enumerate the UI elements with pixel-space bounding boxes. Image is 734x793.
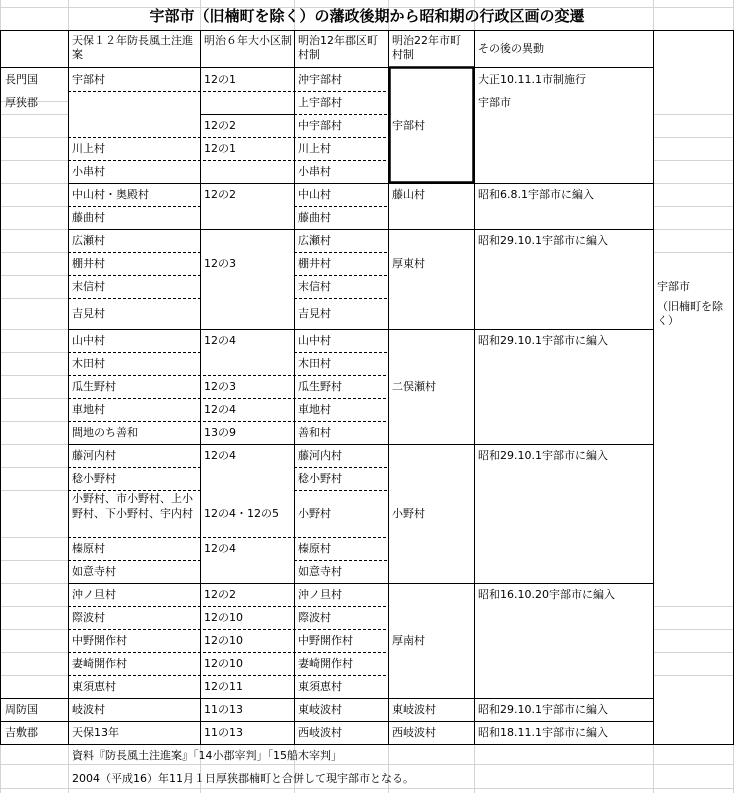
meiji22-village: 西岐波村 <box>392 726 436 739</box>
meiji12-village: 中山村 <box>298 188 331 201</box>
final-city: 宇部市 <box>657 280 690 293</box>
meiji6-district: 13の9 <box>204 426 236 439</box>
tenpo-village: 棚井村 <box>72 257 105 270</box>
later-change: 昭和29.10.1宇部市に編入 <box>478 703 608 716</box>
meiji12-village: 中宇部村 <box>298 119 342 132</box>
meiji12-village: 瓜生野村 <box>298 380 342 393</box>
meiji12-village: 西岐波村 <box>298 726 342 739</box>
meiji6-district: 12の1 <box>204 142 236 155</box>
header-meiji12: 明治12年郡区町村制 <box>298 34 378 61</box>
meiji12-village: 中野開作村 <box>298 634 353 647</box>
tenpo-village: 榛原村 <box>72 542 105 555</box>
meiji12-village: 沖宇部村 <box>298 73 342 86</box>
later-change: 宇部市 <box>478 96 511 109</box>
footer-note: 2004（平成16）年11月１日厚狭郡楠町と合併して現宇部市となる。 <box>72 772 414 785</box>
tenpo-village: 天保13年 <box>72 726 119 739</box>
meiji12-village: 山中村 <box>298 334 331 347</box>
meiji22-village: 藤山村 <box>392 188 425 201</box>
tenpo-village: 木田村 <box>72 357 105 370</box>
tenpo-village: 岐波村 <box>72 703 105 716</box>
header-meiji6: 明治６年大小区制 <box>204 34 292 47</box>
meiji6-district: 12の4 <box>204 449 236 462</box>
later-change: 昭和29.10.1宇部市に編入 <box>478 449 608 462</box>
meiji22-village: 東岐波村 <box>392 703 436 716</box>
tenpo-village: 宇部村 <box>72 73 105 86</box>
meiji12-village: 車地村 <box>298 403 331 416</box>
meiji22-village: 小野村 <box>392 507 425 520</box>
meiji12-village: 吉見村 <box>298 307 331 320</box>
tenpo-village: 東須恵村 <box>72 680 116 693</box>
header-tenpo: 天保１２年防長風土注進案 <box>72 34 193 61</box>
meiji6-district: 12の4 <box>204 334 236 347</box>
meiji6-district: 12の2 <box>204 119 236 132</box>
province-suo: 周防国 <box>5 703 38 716</box>
meiji6-district: 11の13 <box>204 703 243 716</box>
tenpo-village: 中野開作村 <box>72 634 127 647</box>
meiji6-district: 12の2 <box>204 588 236 601</box>
tenpo-village: 藤曲村 <box>72 211 105 224</box>
meiji6-district: 12の2 <box>204 188 236 201</box>
meiji12-village: 川上村 <box>298 142 331 155</box>
meiji6-district: 12の10 <box>204 657 243 670</box>
meiji12-village: 藤河内村 <box>298 449 342 462</box>
tenpo-village: 如意寺村 <box>72 565 116 578</box>
tenpo-village: 沖ノ旦村 <box>72 588 116 601</box>
meiji12-village: 小串村 <box>298 165 331 178</box>
later-change: 昭和29.10.1宇部市に編入 <box>478 334 608 347</box>
tenpo-village: 稔小野村 <box>72 472 116 485</box>
meiji6-district: 12の4 <box>204 403 236 416</box>
meiji22-village: 厚東村 <box>392 257 425 270</box>
meiji12-village: 善和村 <box>298 426 331 439</box>
tenpo-village: 藤河内村 <box>72 449 116 462</box>
later-change: 大正10.11.1市制施行 <box>478 73 586 86</box>
later-change: 昭和18.11.1宇部市に編入 <box>478 726 608 739</box>
meiji12-village: 沖ノ旦村 <box>298 588 342 601</box>
later-change: 昭和16.10.20宇部市に編入 <box>478 588 615 601</box>
meiji12-village: 如意寺村 <box>298 565 342 578</box>
header-meiji22: 明治22年市町村制 <box>392 34 461 61</box>
meiji12-village: 際波村 <box>298 611 331 624</box>
meiji6-district: 12の4・12の5 <box>204 507 279 520</box>
page-title: 宇部市（旧楠町を除く）の藩政後期から昭和期の行政区画の変遷 <box>149 7 585 25</box>
meiji6-district: 12の10 <box>204 634 243 647</box>
meiji12-village: 東須恵村 <box>298 680 342 693</box>
meiji12-village: 広瀬村 <box>298 234 331 247</box>
meiji12-village: 棚井村 <box>298 257 331 270</box>
meiji6-district: 12の11 <box>204 680 243 693</box>
meiji12-village: 榛原村 <box>298 542 331 555</box>
meiji6-district: 11の13 <box>204 726 243 739</box>
tenpo-village: 妻崎開作村 <box>72 657 127 670</box>
tenpo-village: 間地のち善和 <box>72 426 138 439</box>
later-change: 昭和6.8.1宇部市に編入 <box>478 188 594 201</box>
meiji6-district: 12の3 <box>204 380 236 393</box>
tenpo-village: 際波村 <box>72 611 105 624</box>
meiji12-village: 木田村 <box>298 357 331 370</box>
tenpo-village: 山中村 <box>72 334 105 347</box>
meiji22-village: 厚南村 <box>392 634 425 647</box>
header-later: その後の異動 <box>478 42 544 55</box>
meiji22-village: 二俣瀬村 <box>392 380 436 393</box>
tenpo-village: 広瀬村 <box>72 234 105 247</box>
tenpo-village: 吉見村 <box>72 307 105 320</box>
tenpo-village: 末信村 <box>72 280 105 293</box>
tenpo-village: 川上村 <box>72 142 105 155</box>
meiji12-village: 小野村 <box>298 507 331 520</box>
tenpo-village: 車地村 <box>72 403 105 416</box>
meiji6-district: 12の4 <box>204 542 236 555</box>
province-nagato: 長門国 <box>5 73 38 86</box>
meiji12-village: 稔小野村 <box>298 472 342 485</box>
meiji6-district: 12の1 <box>204 73 236 86</box>
meiji22-village: 宇部村 <box>392 119 425 132</box>
district-asa: 厚狭郡 <box>5 96 38 109</box>
tenpo-village: 小串村 <box>72 165 105 178</box>
meiji6-district: 12の3 <box>204 257 236 270</box>
meiji12-village: 藤曲村 <box>298 211 331 224</box>
meiji12-village: 末信村 <box>298 280 331 293</box>
district-kizu: 吉敷郡 <box>5 726 38 739</box>
meiji12-village: 上宇部村 <box>298 96 342 109</box>
meiji6-district: 12の10 <box>204 611 243 624</box>
tenpo-village: 瓜生野村 <box>72 380 116 393</box>
tenpo-village: 小野村、市小野村、上小野村、下小野村、宇内村 <box>72 492 193 520</box>
later-change: 昭和29.10.1宇部市に編入 <box>478 234 608 247</box>
footer-source: 資料『防長風土注進案』「14小郡宰判」「15船木宰判」 <box>72 749 342 762</box>
tenpo-village: 中山村・奥殿村 <box>72 188 149 201</box>
meiji12-village: 東岐波村 <box>298 703 342 716</box>
meiji12-village: 妻崎開作村 <box>298 657 353 670</box>
final-city-note: （旧楠町を除く） <box>657 300 723 327</box>
